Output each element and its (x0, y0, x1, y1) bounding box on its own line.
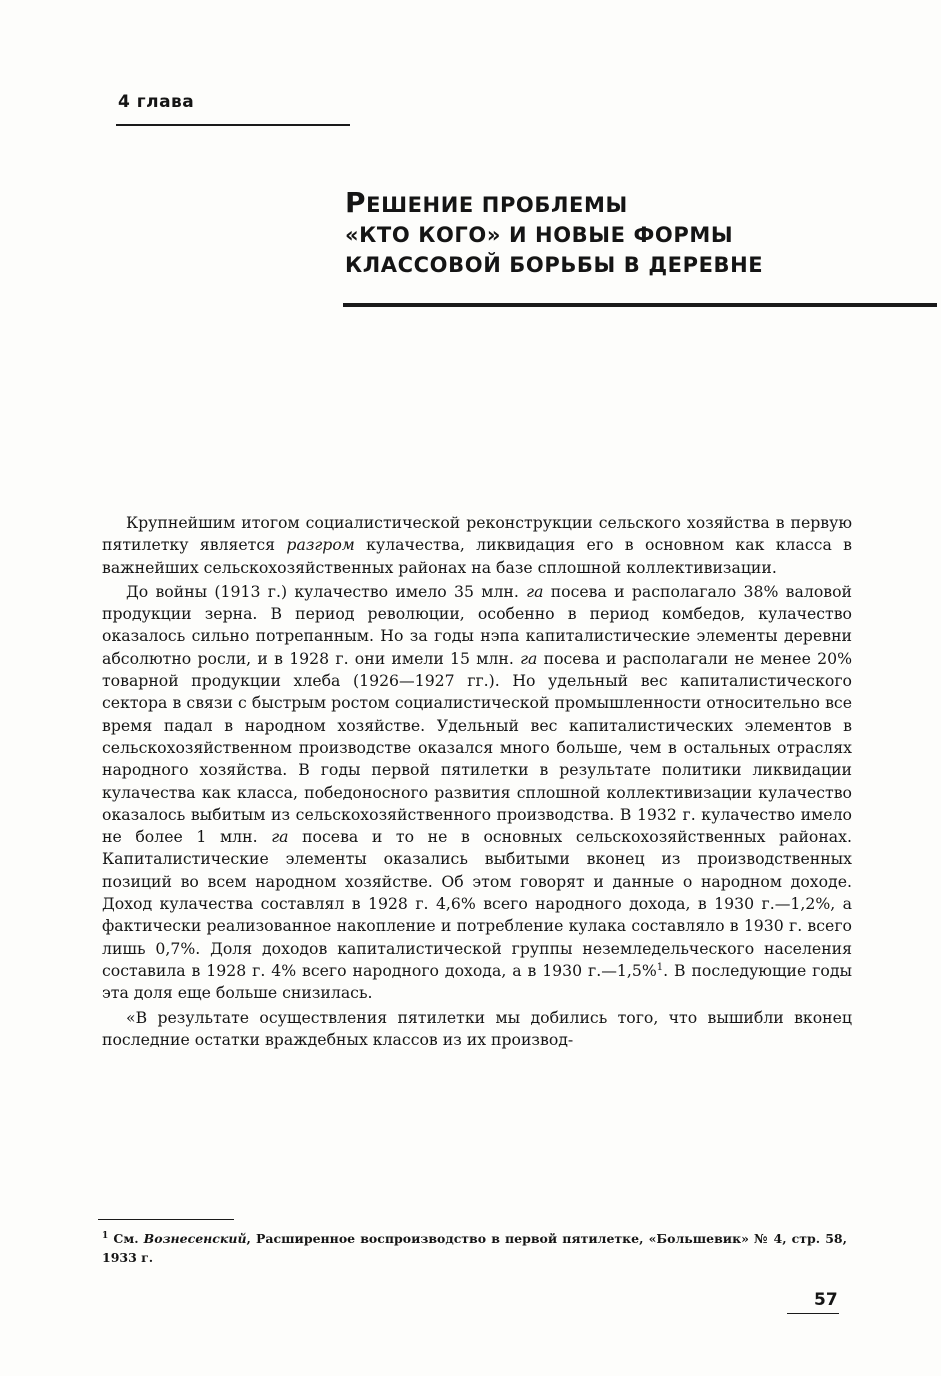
paragraph-2-text-b: посева и располагало 38% валовой продукции зерна. В период революции, особенно в период комбедов, кулачество оказалось сильно потрепанным. Но за годы нэпа капиталистические элементы деревни абсолютно росли, и в 1928 г. они имели 15 млн. (102, 581, 852, 668)
paragraph-2-unit-1: га (526, 581, 544, 601)
chapter-label: 4 глава (118, 92, 195, 112)
paragraph-2 (102, 581, 852, 1005)
footnote-reference: 1 (656, 961, 664, 973)
paragraph-2-text-c: посева и располагали не менее 20% товарной продукции хлеба (1926—1927 гг.). Но удельный вес капиталистического сектора в связи с быстрым ростом социалистической промышленности относительно все время падал в народном хозяйстве. Удельный вес капиталистических элементов в сельскохозяйственном производстве оказался много больше, чем в остальных отраслях народного хозяйства. В годы первой пятилетки в результате политики ликвидации кулачества как класса, победоносного развития сплошной коллективизации кулачество оказалось выбитым из сельскохозяйственного производства. В 1932 г. кулачество имело не более 1 млн. (102, 648, 852, 847)
chapter-title-line-3: КЛАССОВОЙ БОРЬБЫ В ДЕРЕВНЕ (345, 253, 764, 277)
paragraph-1-emphasis: разгром (286, 535, 355, 555)
footnote-text-b: , Расширенное воспроизводство в первой пятилетке, «Большевик» № 4, стр. 58, 1933 г. (102, 1231, 847, 1266)
page-number: 57 (814, 1290, 838, 1310)
chapter-title (345, 188, 905, 280)
body-text (102, 512, 852, 1051)
chapter-title-line-1: РЕШЕНИЕ ПРОБЛЕМЫ (345, 186, 628, 219)
footnote-author: Вознесенский (143, 1231, 247, 1247)
paragraph-2-text-d: посева и то не в основных сельскохозяйственных районах. Капиталистические элементы оказались выбитыми вконец из производственных позиций во всем народном хозяйстве. Об этом говорят и данные о народном доходе. Доход кулачества составлял в 1928 г. 4,6% всего народного дохода, в 1930 г.—1,2%, а фактически реализованное накопление и потребление кулака составляло в 1930 г. всего лишь 0,7%. Доля доходов капиталистической группы неземледельческого населения составила в 1928 г. 4% всего народного дохода, а в 1930 г.—1,5% (102, 827, 852, 980)
paragraph-2-text-a: До войны (1913 г.) кулачество имело 35 млн. (126, 581, 527, 601)
page-number-rule (787, 1313, 839, 1314)
paragraph-2-unit-2: га (520, 648, 538, 668)
paragraph-1 (102, 512, 852, 579)
footnote-number: 1 (102, 1231, 109, 1241)
footnote-text-a: См. (108, 1231, 144, 1247)
paragraph-2-text-e: . В последующие годы эта доля еще больше снизилась. (102, 960, 852, 1003)
chapter-title-line-2: «КТО КОГО» И НОВЫЕ ФОРМЫ (345, 223, 734, 247)
footnote-rule (98, 1219, 234, 1220)
chapter-label-rule (116, 124, 350, 126)
footnote (102, 1227, 847, 1267)
paragraph-1-text-a: Крупнейшим итогом социалистической реконструкции сельского хозяйства в первую пятилетку является (102, 513, 852, 555)
paragraph-1-text-b: кулачества, ликвидация его в основном как класса в важнейших сельскохозяйственных районах на базе сплошной коллективизации. (102, 535, 852, 577)
chapter-title-rule (343, 303, 937, 307)
paragraph-2-unit-3: га (271, 827, 289, 847)
paragraph-3: «В результате осуществления пятилетки мы добились того, что вышибли вконец последние остатки враждебных классов из их производ- (102, 1007, 852, 1049)
